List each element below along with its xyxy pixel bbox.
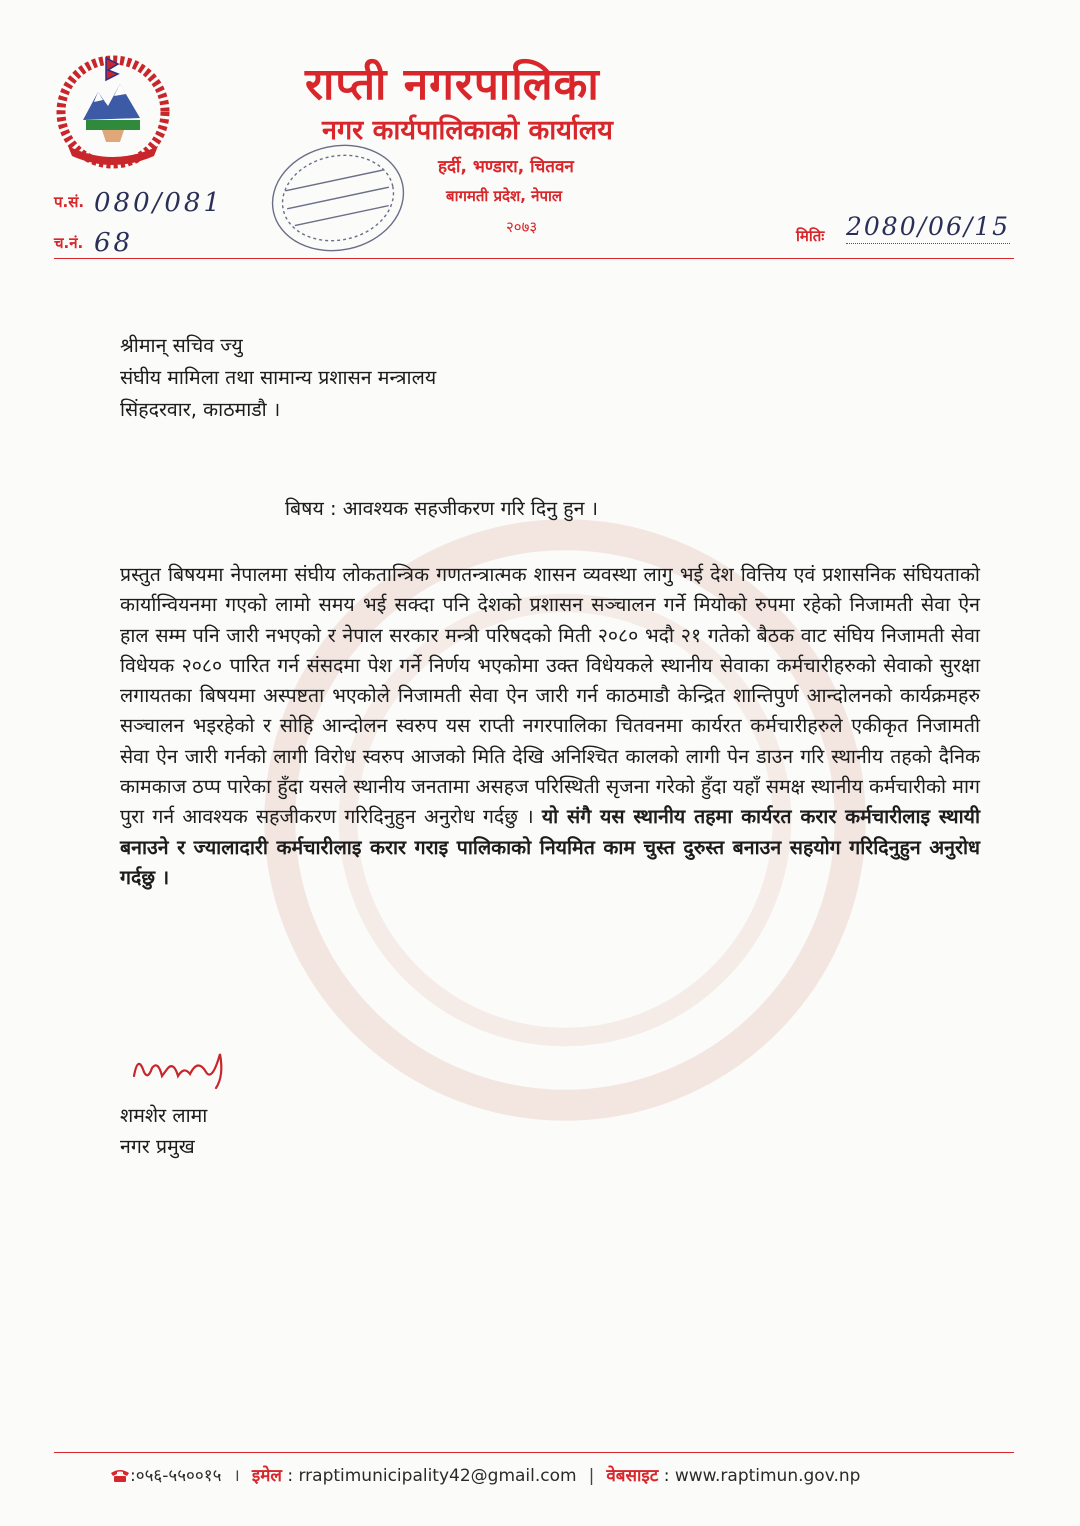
dispatch-no-value: 68 [94,228,134,258]
signer-title: नगर प्रमुख [120,1135,195,1158]
letter-subject: बिषय : आवश्यक सहजीकरण गरि दिनु हुन । [285,497,598,520]
office-stamp [262,136,414,260]
phone-icon [110,1468,130,1482]
office-province: बागमती प्रदेश, नेपाल [446,187,563,205]
office-address: हर्दी, भण्डारा, चितवन [438,157,574,177]
footer-divider [54,1452,1014,1453]
established-year: २०७३ [506,218,538,236]
date-label: मितिः [796,227,825,245]
signer-block [120,1100,207,1162]
dispatch-no-label: च.नं. [54,234,84,252]
footer-website-label: वेबसाइट [606,1466,659,1486]
footer-phone: :०५६-५५००१५ [130,1466,222,1486]
footer-website[interactable]: www.raptimun.gov.np [674,1466,861,1486]
footer-email[interactable]: rraptimunicipality42@gmail.com [298,1466,577,1486]
letter-body [120,560,980,893]
date-value: 2080/06/15 [846,212,1010,244]
office-name: नगर कार्यपालिकाको कार्यालय [322,115,613,146]
recipient-line-3: सिंहदरवार, काठमाडौ । [120,398,281,421]
recipient-address [120,330,436,426]
footer-email-label: इमेल [251,1466,282,1486]
signature [128,1046,248,1092]
footer-contact: :०५६-५५००१५ । इमेल : rraptimunicipality42@gmail.com | वेबसाइट : www.raptimun.gov.np [110,1463,860,1486]
body-bold-text: यो संगै यस स्थानीय तहमा कार्यरत करार कर्मचारीलाइ स्थायी बनाउने र ज्यालादारी कर्मचारीलाइ करार गराइ पालिकाको नियमित काम चुस्त दुरुस्त बनाउन सहयोग गरिदिनुहुन अनुरोध गर्दछु । [120,805,980,889]
header-divider [54,258,1014,259]
municipality-name: राप्ती नगरपालिका [305,59,600,110]
nepal-emblem-icon [50,50,176,170]
recipient-line-2: संघीय मामिला तथा सामान्य प्रशासन मन्त्रालय [120,366,437,389]
ref-no-value: 080/081 [94,188,224,218]
ref-no-label: प.सं. [54,193,85,211]
signer-name: शमशेर लामा [120,1104,208,1127]
recipient-line-1: श्रीमान् सचिव ज्यु [120,334,243,357]
body-text: प्रस्तुत बिषयमा नेपालमा संघीय लोकतान्त्रिक गणतन्त्रात्मक शासन व्यवस्था लागु भई देश वित्तिय एवं प्रशासनिक संघियताको कार्यान्वियनमा गएको लामो समय भई सक्दा पनि देशको प्रशासन सञ्चालन गर्ने मियोको रुपमा रहेको निजामती सेवा ऐन हाल सम्म पनि जारी नभएको र नेपाल सरकार मन्त्री परिषदको मिती २०८० भदौ २१ गतेको बैठक वाट संघिय निजामती सेवा विधेयक २०८० पारित गर्न संसदमा पेश गर्ने निर्णय भएकोमा उक्त विधेयकले स्थानीय सेवाका कर्मचारीहरुको सेवाको सुरक्षा लगायतका बिषयमा अस्पष्टता भएकोले निजामती सेवा ऐन जारी गर्न काठमाडौ केन्द्रित शान्तिपुर्ण आन्दोलनको कार्यक्रमहरु सञ्चालन भइरहेको र सोहि आन्दोलन स्वरुप यस राप्ती नगरपालिका चितवनमा कार्यरत कर्मचारीहरुले एकीकृत निजामती सेवा ऐन जारी गर्नको लागी विरोध स्वरुप आजको मिति देखि अनिश्चित कालको लागी पेन डाउन गरि स्थानीय तहको दैनिक कामकाज ठप्प पारेका हुँदा यसले स्थानीय जनतामा असहज परिस्थिती सृजना गरेको हुँदा यहाँ समक्ष स्थानीय कर्मचारीको माग पुरा गर्न आवश्यक सहजीकरण गरिदिनुहुन अनुरोध गर्दछु । [120,563,981,829]
